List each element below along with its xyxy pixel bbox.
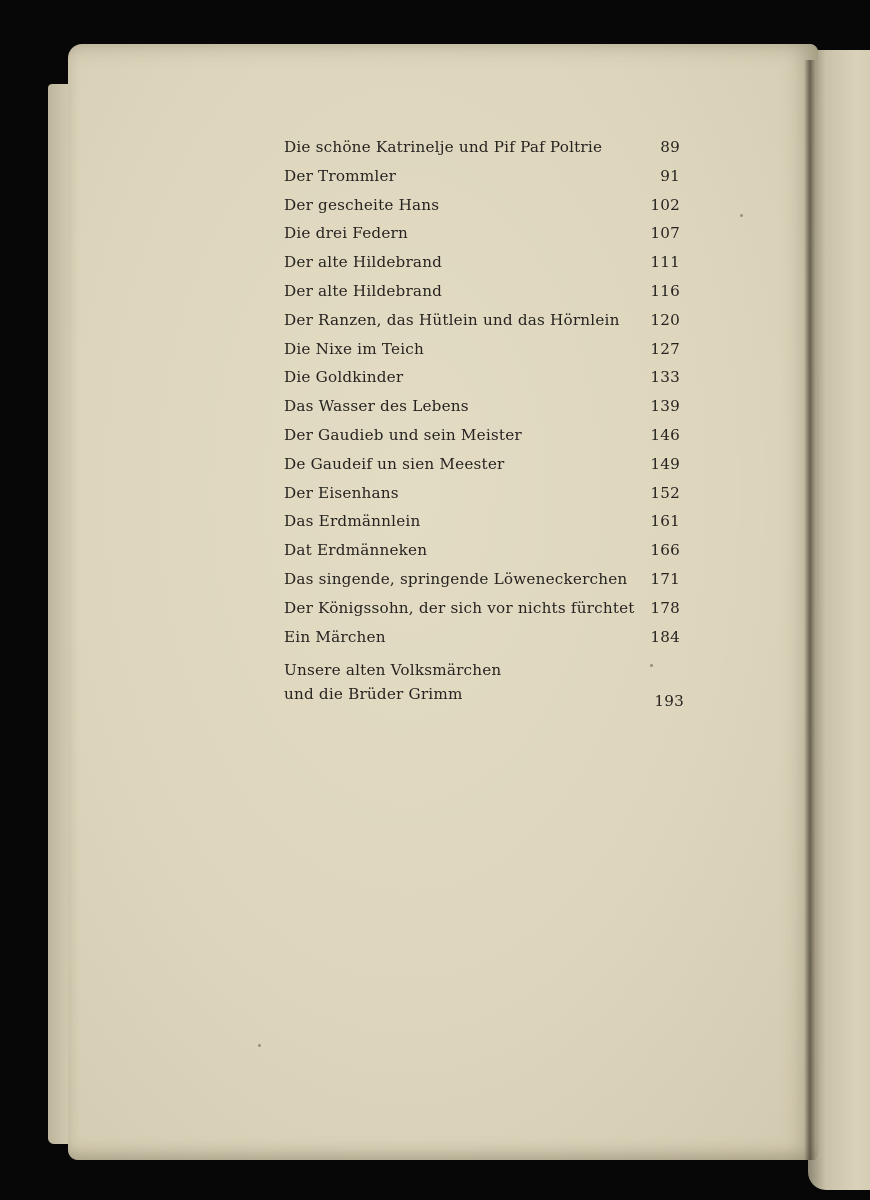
toc-entry-page-number: 193	[654, 692, 684, 711]
toc-entry	[284, 138, 680, 167]
toc-entry-title: Die Nixe im Teich	[284, 339, 424, 358]
toc-entry-page-number: 178	[650, 598, 680, 617]
toc-entry	[284, 426, 680, 455]
toc-entry-title: Die drei Federn	[284, 224, 408, 243]
toc-entry-title: Der Trommler	[284, 166, 397, 185]
toc-entry-page-number: 152	[650, 483, 680, 502]
toc-entry	[284, 570, 680, 599]
toc-entry	[284, 628, 680, 657]
paper-speck	[258, 1044, 261, 1047]
toc-entry-page-number: 133	[650, 368, 680, 387]
toc-entry	[284, 512, 680, 541]
toc-entry-page-number: 166	[650, 541, 680, 560]
toc-entry-title: Der Gaudieb und sein Meister	[284, 425, 522, 444]
toc-entry	[284, 368, 680, 397]
toc-entry-page-number: 171	[650, 569, 680, 588]
toc-entry-page-number: 149	[650, 454, 680, 473]
toc-entry-title-line-2: und die Brüder Grimm	[284, 685, 463, 704]
toc-entry-title-line-1: Unsere alten Volksmärchen	[284, 661, 502, 680]
book-page	[68, 44, 818, 1160]
toc-entry	[284, 311, 680, 340]
toc-entry-page-number: 184	[650, 627, 680, 646]
toc-entry	[284, 340, 680, 369]
toc-entry-title: Der Eisenhans	[284, 483, 399, 502]
toc-entry	[284, 282, 680, 311]
toc-entry-title: Das Erdmännlein	[284, 512, 421, 531]
toc-entry-page-number: 91	[660, 166, 680, 185]
toc-entry-page-number: 127	[650, 339, 680, 358]
toc-entry	[284, 397, 680, 426]
toc-entry-page-number: 107	[650, 224, 680, 243]
toc-entry	[284, 484, 680, 513]
toc-entry-title: Ein Märchen	[284, 627, 386, 646]
table-of-contents	[284, 138, 684, 711]
toc-entry-title: Der Königssohn, der sich vor nichts fürchtet	[284, 598, 635, 617]
toc-entry-page-number: 89	[660, 138, 680, 156]
toc-entry	[284, 656, 684, 711]
toc-entry-page-number: 120	[650, 310, 680, 329]
toc-entry-title: Die Goldkinder	[284, 368, 404, 387]
paper-speck	[650, 664, 653, 667]
toc-entry-page-number: 102	[650, 195, 680, 214]
toc-entry-page-number: 116	[650, 281, 680, 300]
toc-entry	[284, 224, 680, 253]
toc-entry-title: De Gaudeif un sien Meester	[284, 454, 505, 473]
toc-entry	[284, 541, 680, 570]
page-gutter-shadow	[804, 60, 816, 1160]
toc-entry-page-number: 111	[650, 253, 680, 272]
toc-entry-title: Die schöne Katrinelje und Pif Paf Poltrie	[284, 138, 603, 156]
toc-entry	[284, 455, 680, 484]
toc-entry-title: Das singende, springende Löweneckerchen	[284, 569, 628, 588]
toc-entry	[284, 253, 680, 282]
toc-entry-page-number: 161	[650, 512, 680, 531]
toc-entry-title: Der gescheite Hans	[284, 195, 440, 214]
toc-entry	[284, 599, 680, 628]
toc-entry-title: Das Wasser des Lebens	[284, 397, 469, 416]
toc-entry-page-number: 146	[650, 425, 680, 444]
toc-entry-title: Der alte Hildebrand	[284, 281, 443, 300]
toc-entry-page-number: 139	[650, 397, 680, 416]
toc-entry	[284, 167, 680, 196]
paper-speck	[740, 214, 743, 217]
toc-entry-title: Dat Erdmänneken	[284, 541, 428, 560]
toc-entry	[284, 196, 680, 225]
toc-entry-title: Der Ranzen, das Hütlein und das Hörnlein	[284, 310, 620, 329]
toc-entry-title: Der alte Hildebrand	[284, 253, 443, 272]
